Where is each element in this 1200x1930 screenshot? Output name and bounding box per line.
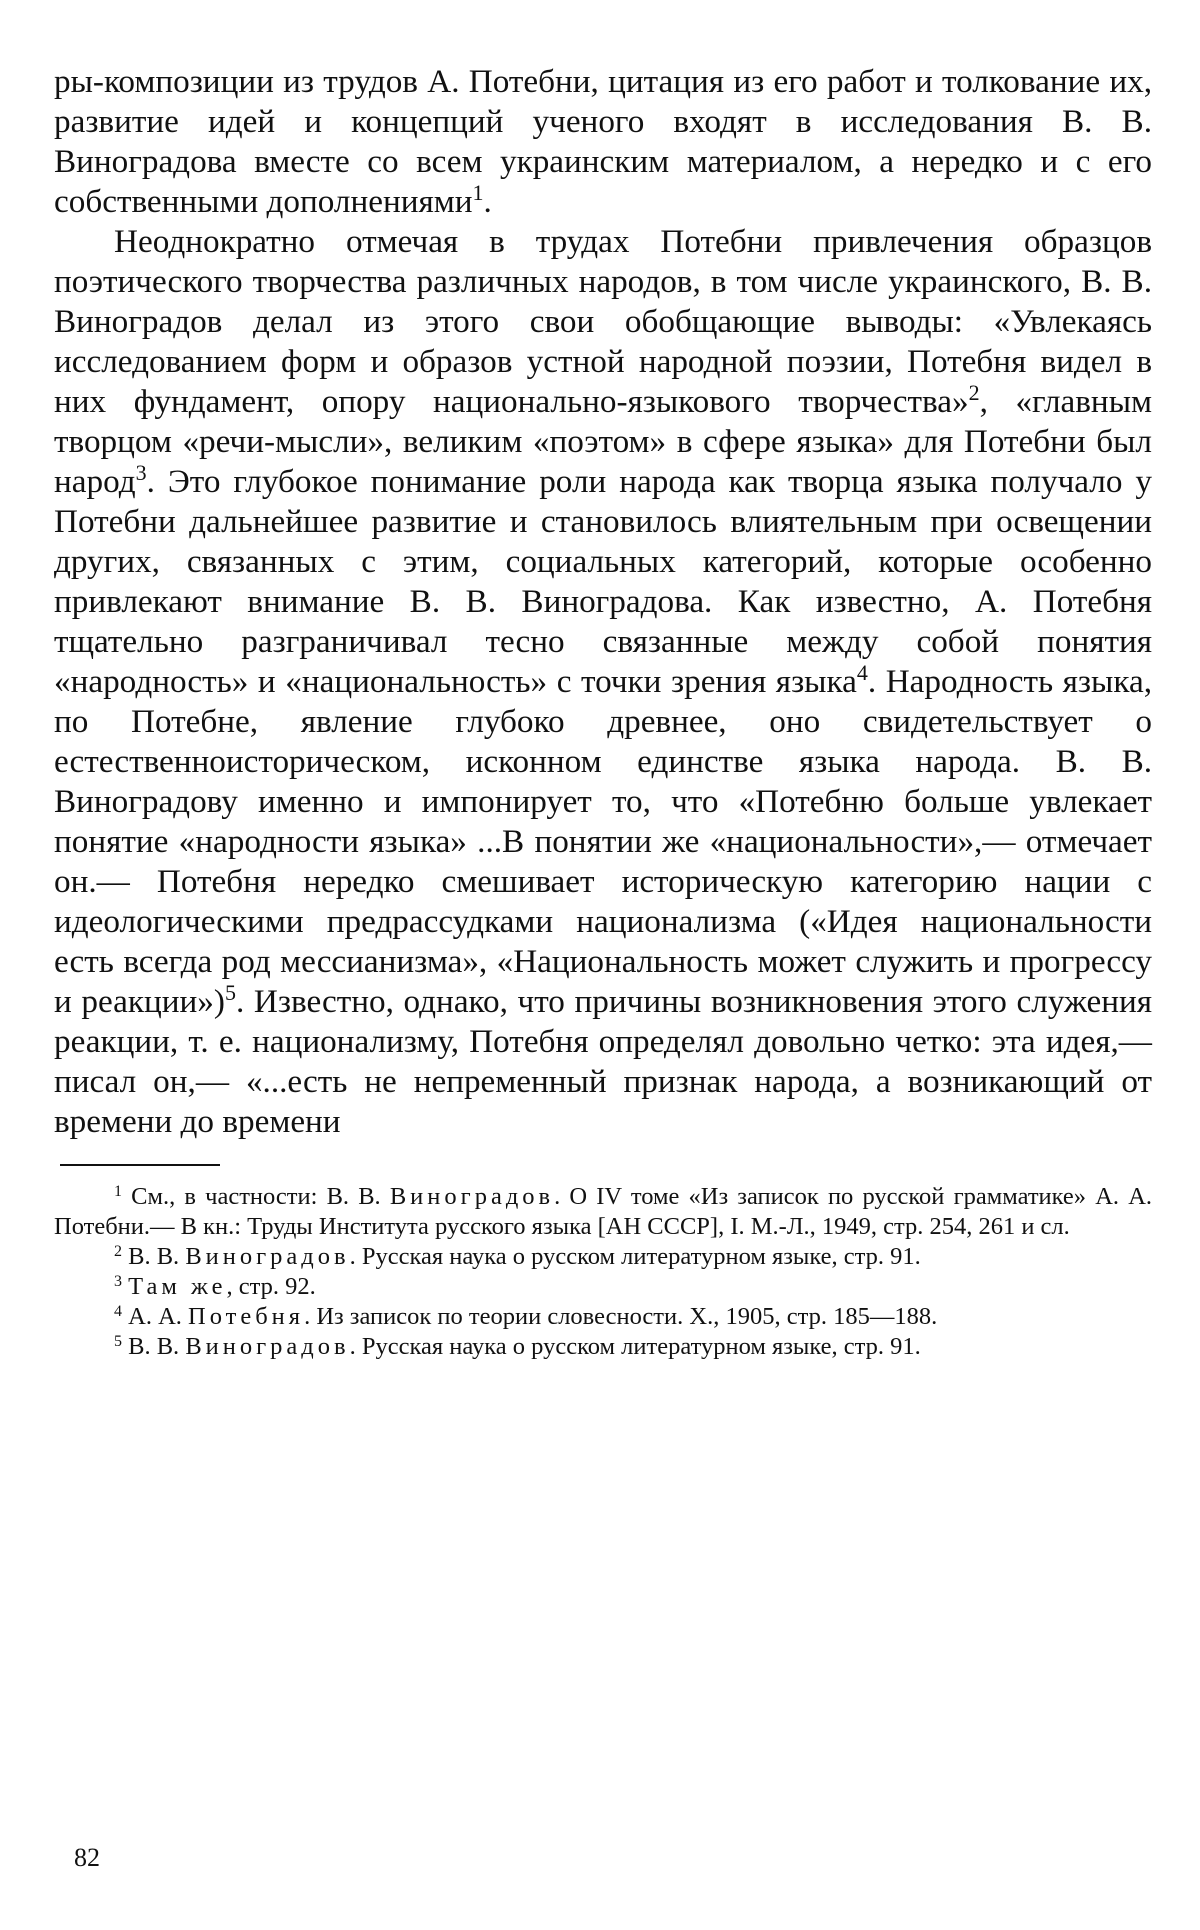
author-spaced: Там же — [128, 1273, 227, 1300]
text-run: . Народность языка, по Потебне, явление глубоко древнее, оно свидетельствует о естественноисторическом, исконном единстве языка народа. В. В. Виноградову именно и импонирует то, что «Потебню больше увлекает понятие «народности языка» ...В понятии же «национальности»,— отмечает он.— Потебня нередко смешивает историческую категорию нации с идеологическими предрассудками национализма («Идея национальности есть всегда род мессианизма», «Национальность может служить и прогрессу и реакции») — [54, 663, 1152, 1020]
footnote-number: 4 — [114, 1303, 122, 1320]
footnote-text: . Русская наука о русском литературном языке, стр. 91. — [349, 1333, 921, 1360]
footnote — [54, 1272, 1152, 1302]
footnote-divider — [60, 1164, 220, 1166]
footnote-number: 2 — [114, 1243, 122, 1260]
body-text — [54, 62, 1152, 1142]
text-run: . Это глубокое понимание роли народа как творца языка получало у Потебни дальнейшее развитие и становилось влиятельным при освещении других, связанных с этим, социальных категорий, которые особенно привлекают внимание В. В. Виноградова. Как известно, А. Потебня тщательно разграничивал тесно связанные между собой понятия «народность» и «национальность» с точки зрения языка — [54, 463, 1152, 700]
footnote-text: В. В. — [128, 1333, 186, 1360]
author-spaced: Виноградов — [185, 1243, 350, 1270]
footnote — [54, 1242, 1152, 1272]
paragraph — [54, 222, 1152, 1142]
paragraph — [54, 62, 1152, 222]
footnote — [54, 1302, 1152, 1332]
footnote-text: . Из записок по теории словесности. Х., 1905, стр. 185—188. — [304, 1303, 938, 1330]
footnote-number: 5 — [114, 1333, 122, 1350]
footnote-ref: 5 — [224, 980, 236, 1005]
footnote-number: 1 — [114, 1183, 122, 1200]
author-spaced: Виноградов — [389, 1183, 555, 1210]
footnote-ref: 1 — [472, 180, 484, 205]
footnote-text: А. А. — [128, 1303, 189, 1330]
page-number: 82 — [74, 1843, 100, 1872]
footnote-text: . О IV томе «Из записок по русской грамматике» А. А. Потебни.— В кн.: Труды Института русского языка [АН СССР], I. М.-Л., 1949, стр. 254, 261 и сл. — [54, 1183, 1153, 1240]
text-run: Неоднократно отмечая в трудах Потебни привлечения образцов поэтического творчества различных народов, в том числе украинского, В. В. Виноградов делал из этого свои обобщающие выводы: «Увлекаясь исследованием форм и образов устной народной поэзии, Потебня видел в них фундамент, опору национально-языкового творчества» — [54, 223, 1152, 420]
footnote-ref: 4 — [856, 660, 868, 685]
footnotes — [54, 1182, 1152, 1362]
footnote-text: В. В. — [128, 1243, 186, 1270]
footnote — [54, 1182, 1152, 1242]
footnote — [54, 1332, 1152, 1362]
footnote-text: . Русская наука о русском литературном языке, стр. 91. — [349, 1243, 921, 1270]
text-run: , «главным творцом «речи-мысли», великим «поэтом» в сфере языка» для Потебни был народ — [54, 383, 1152, 500]
author-spaced: Виноградов — [185, 1333, 350, 1360]
footnote-number: 3 — [114, 1273, 122, 1290]
footnote-ref: 2 — [968, 380, 980, 405]
text-run: . Известно, однако, что причины возникновения этого служения реакции, т. е. национализму, Потебня определял довольно четко: эта идея,— писал он,— «...есть не непременный признак народа, а возникающий от времени до времени — [54, 983, 1153, 1140]
footnote-text: , стр. 92. — [226, 1273, 316, 1300]
footnote-ref: 3 — [135, 460, 147, 485]
footnote-text: См., в частности: В. В. — [131, 1183, 390, 1210]
author-spaced: Потебня — [188, 1303, 305, 1330]
text-run: . — [483, 183, 492, 220]
text-run: ры-композиции из трудов А. Потебни, цитация из его работ и толкование их, развитие идей и концепций ученого входят в исследования В. В. Виноградова вместе со всем украинским материалом, а нередко и с его собственными дополнениями — [54, 63, 1152, 220]
